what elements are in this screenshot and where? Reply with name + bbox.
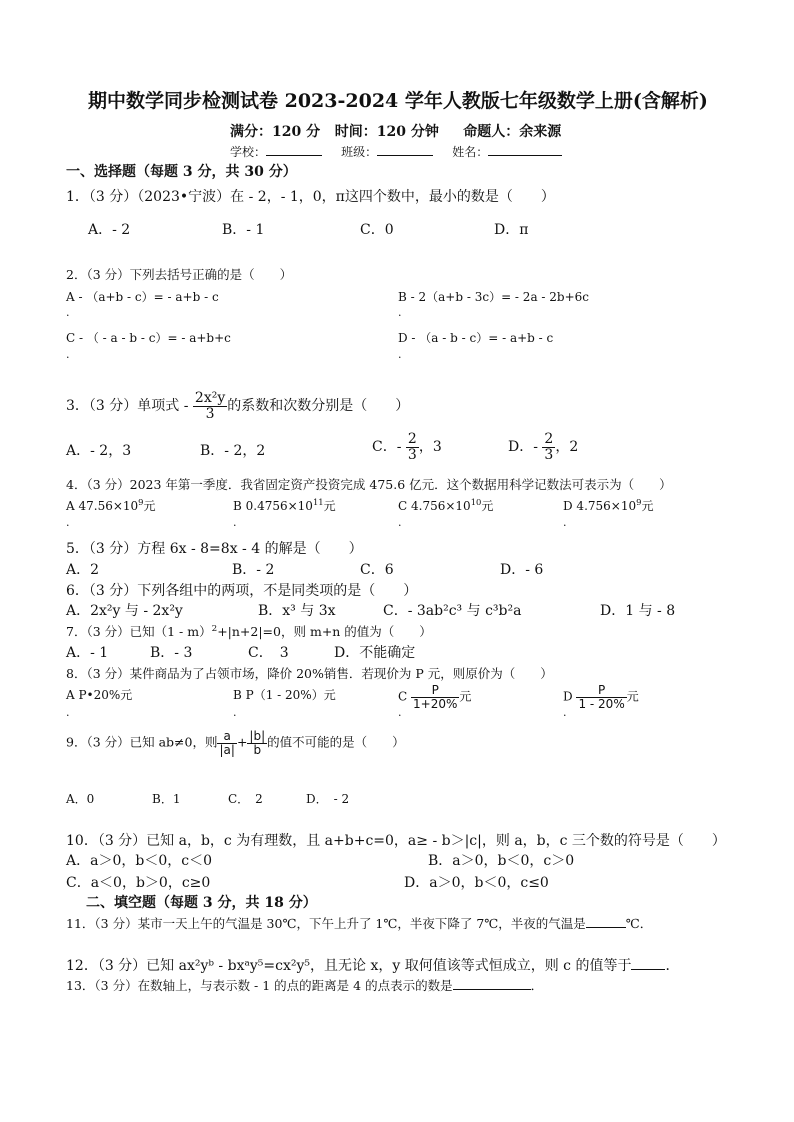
q2-option-a[interactable]: A - （a+b - c）= - a+b - c	[66, 290, 219, 304]
q7-option-b[interactable]: B．- 3	[150, 645, 193, 661]
q8-dot-d: .	[563, 706, 567, 719]
q8-d-label: D	[563, 689, 573, 704]
q12-stem-text: 12．（3 分）已知 ax²yᵇ - bxᵃy⁵=cx²y⁵，且无论 x，y 取何值该等式恒成立，则 c 的值等于	[66, 958, 632, 974]
q7-stem-suffix: +|n+2|=0，则 m+n 的值为（ ）	[217, 624, 432, 639]
q8-option-c[interactable]	[398, 684, 471, 710]
q4-b-unit: 元	[323, 499, 336, 513]
q5-stem: 5．（3 分）方程 6x - 8=8x - 4 的解是（ ）	[66, 541, 363, 557]
q11-stem-text: 11．（3 分）某市一天上午的气温是 30℃，下午上升了 1℃，半夜下降了 7℃，半夜的气温是	[66, 916, 586, 931]
school-label: 学校：	[230, 145, 267, 159]
q4-c-base: C 4.756×10	[398, 499, 471, 513]
q4-d-exp: 9	[636, 497, 642, 507]
q8-d-fraction	[576, 684, 626, 710]
q8-c-fraction	[411, 684, 459, 710]
q9-option-a[interactable]: A．0	[66, 792, 95, 806]
q4-a-base: A 47.56×10	[66, 499, 139, 513]
q4-dot-d: .	[563, 516, 567, 529]
q3-frac-num: 2x²y	[194, 390, 226, 406]
q13-answer-blank[interactable]	[453, 989, 531, 990]
q3-d-fraction	[542, 432, 555, 462]
q3-c-prefix: C．-	[372, 439, 402, 456]
q12-stem	[66, 955, 679, 975]
q4-c-exp: 10	[470, 497, 482, 507]
q5-option-b[interactable]: B．- 2	[232, 562, 275, 578]
q8-c-unit: 元	[459, 689, 472, 704]
q2-option-d[interactable]: D - （a - b - c）= - a+b - c	[398, 331, 554, 345]
q7-stem	[66, 622, 432, 640]
q4-stem: 4．（3 分）2023 年第一季度．我省固定资产投资完成 475.6 亿元．这个数据用科学记数法可表示为（ ）	[66, 477, 672, 492]
section-fill-title: 二、填空题（每题 3 分，共 18 分）	[86, 895, 317, 911]
q3-d-suffix: ，2	[555, 439, 579, 456]
q13-stem-text: 13．（3 分）在数轴上，与表示数 - 1 的点的距离是 4 的点表示的数是	[66, 978, 453, 993]
student-fields	[230, 143, 562, 160]
q3-option-d[interactable]	[508, 432, 578, 462]
q2-dot-b: .	[398, 306, 402, 319]
q4-option-a[interactable]	[66, 497, 156, 514]
q10-option-d[interactable]: D．a＞0，b＜0，c≤0	[404, 875, 549, 891]
exam-meta	[230, 121, 561, 141]
score-info: 满分：120 分	[230, 124, 321, 140]
q7-stem-prefix: 7．（3 分）已知（1 - m）	[66, 624, 212, 639]
q12-stem-suffix: ．	[665, 958, 680, 974]
q2-stem: 2．（3 分）下列去括号正确的是（ ）	[66, 267, 293, 282]
q1-stem: 1．（3 分）（2023•宁波）在 - 2，- 1，0，π这四个数中，最小的数是（ ）	[66, 189, 555, 205]
q1-option-b[interactable]: B．- 1	[222, 222, 265, 238]
q4-b-exp: 11	[312, 497, 324, 507]
q4-dot-c: .	[398, 516, 402, 529]
q2-dot-a: .	[66, 306, 70, 319]
q4-a-exp: 9	[138, 497, 144, 507]
q4-dot-b: .	[233, 516, 237, 529]
q9-option-b[interactable]: B．1	[152, 792, 181, 806]
q13-stem-suffix: ．	[530, 978, 544, 993]
q10-option-a[interactable]: A．a＞0，b＜0，c＜0	[66, 853, 212, 869]
q8-c-den: 1+20%	[413, 696, 458, 711]
q3-stem-suffix: 的系数和次数分别是（ ）	[227, 398, 410, 415]
exam-title: 期中数学同步检测试卷 2023-2024 学年人教版七年级数学上册(含解析)	[88, 90, 708, 112]
q2-dot-d: .	[398, 348, 402, 361]
q1-option-a[interactable]: A．- 2	[88, 222, 131, 238]
q8-c-label: C	[398, 689, 408, 704]
q8-dot-b: .	[233, 706, 237, 719]
q8-d-num: P	[576, 684, 626, 698]
q3-monomial-fraction	[193, 391, 227, 421]
q10-option-c[interactable]: C．a＜0，b＞0，c≥0	[66, 875, 211, 891]
q7-exp: 2	[211, 623, 218, 634]
q3-c-num: 2	[407, 431, 417, 447]
q9-f2-den: b	[253, 742, 262, 757]
q12-answer-blank[interactable]	[631, 969, 665, 970]
q8-dot-a: .	[66, 706, 70, 719]
q9-fraction-2	[247, 730, 267, 756]
q7-option-c[interactable]: C． 3	[248, 645, 289, 661]
q2-option-b[interactable]: B - 2（a+b - 3c）= - 2a - 2b+6c	[398, 290, 590, 304]
q9-plus: +	[236, 734, 248, 750]
q11-stem-suffix: ℃．	[625, 916, 653, 931]
q3-d-den: 3	[544, 446, 554, 463]
q3-option-c[interactable]	[372, 432, 442, 462]
q6-option-d[interactable]: D．1 与 - 8	[600, 603, 676, 619]
section-choice-title: 一、选择题（每题 3 分，共 30 分）	[66, 164, 297, 180]
q3-stem-prefix: 3．（3 分）单项式 -	[66, 398, 189, 415]
q6-option-b[interactable]: B．x³ 与 3x	[258, 603, 336, 619]
q3-c-suffix: ，3	[418, 439, 442, 456]
q7-option-a[interactable]: A．- 1	[66, 645, 109, 661]
q4-b-base: B 0.4756×10	[233, 499, 313, 513]
q4-option-b[interactable]	[233, 497, 336, 514]
q8-d-den: 1 - 20%	[578, 696, 625, 711]
q9-option-d[interactable]: D． - 2	[306, 792, 350, 806]
q9-stem-suffix: 的值不可能的是（ ）	[267, 734, 405, 750]
q10-stem: 10．（3 分）已知 a，b，c 为有理数，且 a+b+c=0，a≥ - b＞|c|，则 a，b，c 三个数的符号是（ ）	[66, 833, 726, 849]
q6-stem: 6．（3 分）下列各组中的两项，不是同类项的是（ ）	[66, 583, 418, 599]
q9-option-c[interactable]: C． 2	[228, 792, 263, 806]
q10-option-b[interactable]: B．a＞0，b＜0，c＞0	[428, 853, 575, 869]
q3-option-a[interactable]: A．- 2，3	[66, 443, 132, 459]
class-blank[interactable]	[377, 155, 433, 156]
q4-option-d[interactable]	[563, 497, 653, 514]
q9-f1-den: |a|	[219, 742, 235, 757]
q6-option-c[interactable]: C．- 3ab²c³ 与 c³b²a	[383, 603, 522, 619]
q6-option-a[interactable]: A．2x²y 与 - 2x²y	[66, 603, 183, 619]
q9-stem	[66, 730, 405, 756]
q4-d-base: D 4.756×10	[563, 499, 637, 513]
q7-option-d[interactable]: D．不能确定	[334, 645, 416, 661]
q8-option-a[interactable]: A P•20%元	[66, 688, 133, 702]
q4-d-unit: 元	[641, 499, 654, 513]
name-blank[interactable]	[488, 155, 562, 156]
q2-dot-c: .	[66, 348, 70, 361]
author-info: 命题人：余来源	[463, 124, 562, 140]
q8-stem: 8．（3 分）某件商品为了占领市场，降价 20%销售．若现价为 P 元，则原价为（ ）	[66, 666, 553, 681]
q9-f2-num: |b|	[249, 729, 266, 743]
q8-d-unit: 元	[626, 689, 639, 704]
q3-c-fraction	[406, 432, 419, 462]
q2-option-c[interactable]: C - （ - a - b - c）= - a+b+c	[66, 331, 231, 345]
q9-fraction-1	[217, 730, 236, 756]
q3-d-prefix: D．-	[508, 439, 538, 456]
q8-c-num: P	[411, 684, 459, 698]
q9-f1-num: a	[217, 730, 236, 744]
q4-a-unit: 元	[143, 499, 156, 513]
time-info: 时间：120 分钟	[334, 124, 439, 140]
school-blank[interactable]	[266, 155, 322, 156]
q3-stem	[66, 391, 409, 421]
class-label: 班级：	[341, 145, 378, 159]
q8-option-b[interactable]: B P（1 - 20%）元	[233, 688, 336, 702]
q5-option-c[interactable]: C．6	[360, 562, 394, 578]
q3-frac-den: 3	[205, 405, 215, 422]
q4-c-unit: 元	[481, 499, 494, 513]
q4-dot-a: .	[66, 516, 70, 529]
q1-option-d[interactable]: D．π	[494, 222, 529, 238]
q1-option-c[interactable]: C．0	[360, 222, 394, 238]
q8-dot-c: .	[398, 706, 402, 719]
q11-answer-blank[interactable]	[586, 927, 626, 928]
q5-option-d[interactable]: D．- 6	[500, 562, 544, 578]
q5-option-a[interactable]: A．2	[66, 562, 100, 578]
q9-stem-prefix: 9．（3 分）已知 ab≠0，则	[66, 734, 218, 750]
q3-d-num: 2	[544, 431, 554, 447]
q4-option-c[interactable]	[398, 497, 493, 514]
name-label: 姓名：	[452, 145, 489, 159]
q11-stem	[66, 914, 652, 932]
q13-stem	[66, 976, 543, 994]
q8-option-d[interactable]	[563, 684, 639, 710]
q3-c-den: 3	[407, 446, 417, 463]
q3-option-b[interactable]: B．- 2，2	[200, 443, 266, 459]
